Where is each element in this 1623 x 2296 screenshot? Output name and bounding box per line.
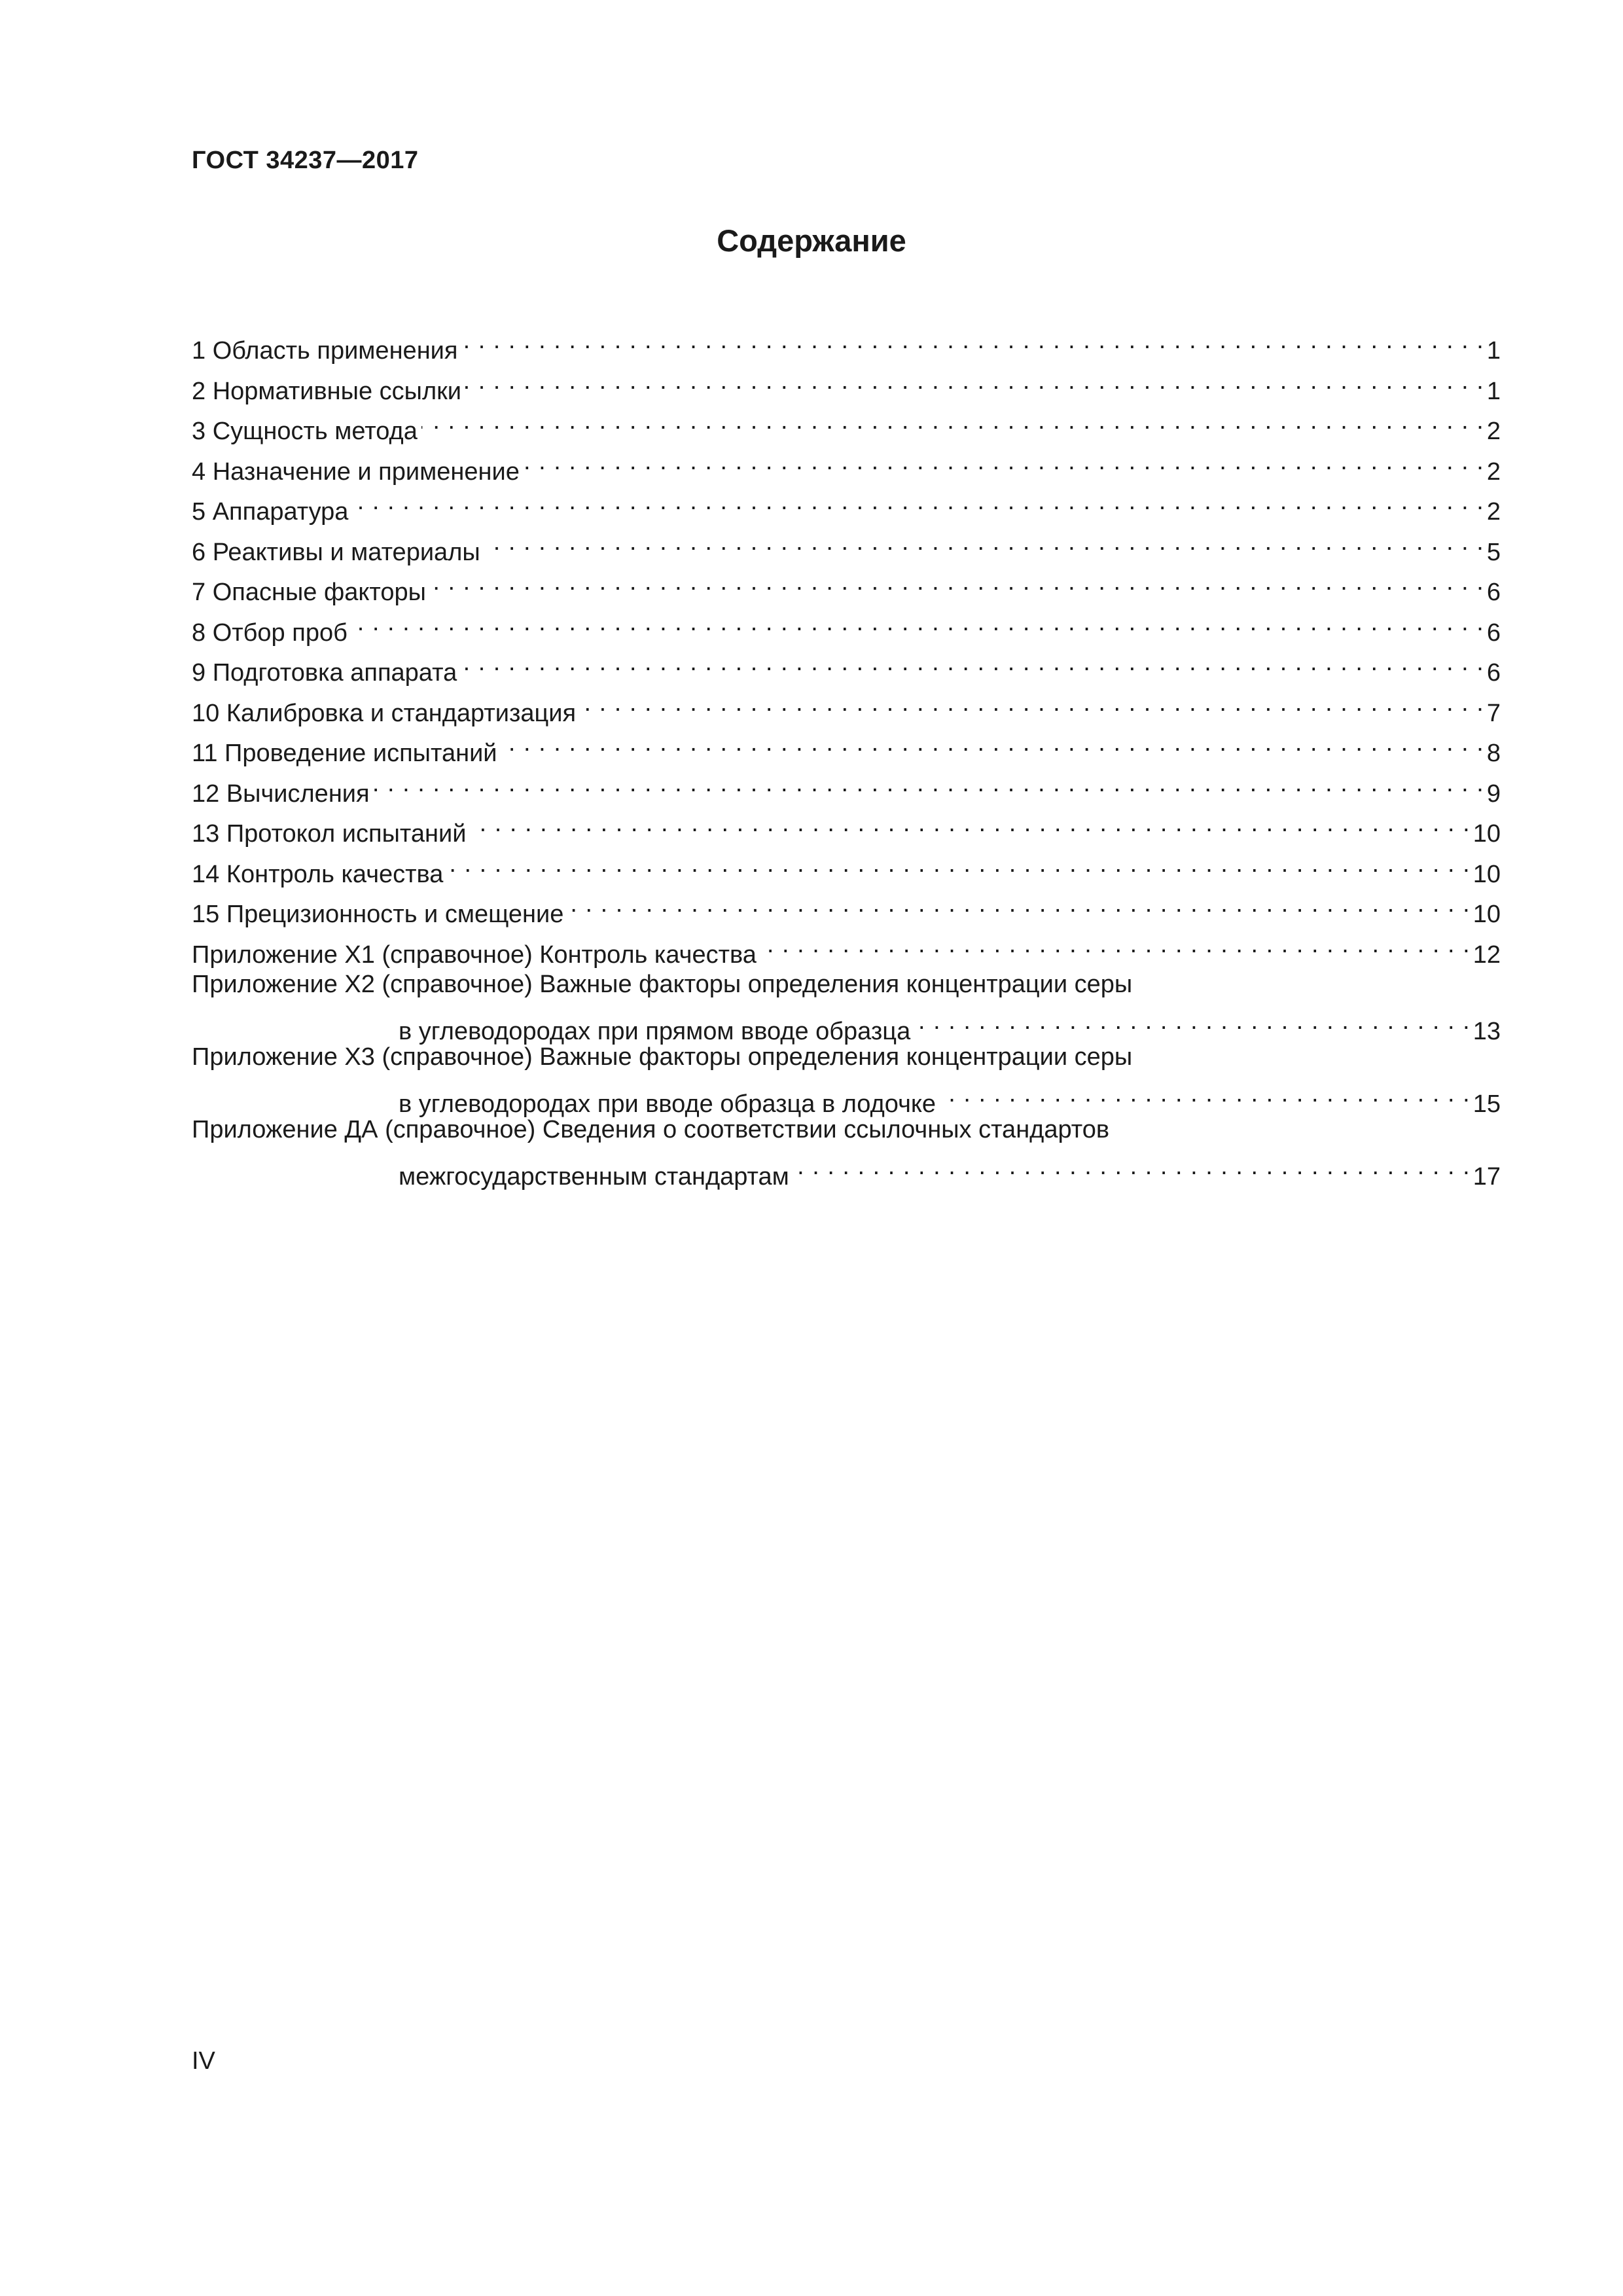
toc-entry-label: 13 Протокол испытаний [192,820,467,848]
toc-entry[interactable] [192,805,1501,846]
toc-entry-label: 6 Реактивы и материалы [192,538,480,566]
toc-entry-page: 17 [1472,1163,1501,1191]
toc-entry-label: 5 Аппаратура [192,498,349,526]
toc-entry-label: Приложение Х3 (справочное) Важные факторы определения концентрации серы [192,1043,1133,1071]
table-of-contents [192,322,1501,1191]
toc-entry-page: 10 [1472,820,1501,848]
document-standard-id: ГОСТ 34237—2017 [192,147,419,174]
dot-leader [940,1075,1471,1112]
toc-entry-appendix[interactable] [192,966,1501,1045]
toc-entry[interactable] [192,765,1501,806]
dot-leader [501,725,1484,761]
toc-entry-page: 12 [1472,941,1501,969]
toc-heading: Содержание [717,223,906,258]
dot-leader [465,363,1484,399]
toc-entry-continuation: в углеводородах при вводе образца в лодочке [399,1090,936,1118]
dot-leader [447,846,1470,882]
toc-entry[interactable] [192,604,1501,645]
toc-entry-page: 2 [1486,418,1501,445]
dot-leader [430,564,1484,600]
dot-leader [793,1148,1471,1185]
toc-entry-page: 10 [1472,901,1501,928]
toc-entry-label: 1 Область применения [192,337,458,365]
toc-entry-page: 1 [1486,337,1501,365]
toc-entry-page: 7 [1486,699,1501,727]
toc-entry-page: 9 [1486,780,1501,808]
dot-leader [484,524,1484,560]
toc-entry-label: 2 Нормативные ссылки [192,377,461,405]
toc-entry-label: 12 Вычисления [192,780,370,808]
toc-entry-label: 8 Отбор проб [192,619,348,647]
toc-entry-page: 1 [1486,377,1501,405]
toc-entry-page: 6 [1486,579,1501,606]
page-folio: IV [192,2047,215,2075]
toc-entry-label: 15 Прецизионность и смещение [192,901,564,928]
toc-entry-page: 10 [1472,860,1501,888]
dot-leader [470,805,1470,842]
toc-entry-label: 3 Сущность метода [192,418,418,445]
toc-entry-continuation: межгосударственным стандартам [399,1163,789,1191]
toc-entry-page: 8 [1486,740,1501,767]
toc-entry-label: 11 Проведение испытаний [192,740,497,767]
toc-entry-label: 7 Опасные факторы [192,579,426,606]
dot-leader [567,886,1470,922]
toc-entry-page: 6 [1486,659,1501,687]
toc-entry-page: 2 [1486,498,1501,526]
toc-entry-page: 2 [1486,457,1501,486]
toc-entry[interactable] [192,322,1501,363]
toc-entry-continuation: в углеводородах при прямом вводе образца [399,1018,911,1045]
toc-entry-page: 6 [1486,619,1501,647]
toc-entry-label: 9 Подготовка аппарата [192,659,457,687]
dot-leader [524,443,1484,480]
dot-leader [914,1003,1471,1039]
toc-entry-label: 10 Калибровка и стандартизация [192,699,577,727]
toc-entry-appendix[interactable] [192,1039,1501,1118]
dot-leader [351,604,1484,641]
toc-entry-page: 13 [1472,1018,1501,1045]
dot-leader [374,765,1484,802]
toc-entry-label: Приложение Х2 (справочное) Важные факторы определения концентрации серы [192,971,1133,998]
dot-leader [461,322,1484,359]
toc-entry-label: Приложение Х1 (справочное) Контроль качества [192,941,757,969]
toc-entry-page: 15 [1472,1090,1501,1118]
toc-entry-label: 14 Контроль качества [192,860,444,888]
dot-leader [421,403,1484,439]
toc-entry-label: 4 Назначение и применение [192,457,520,486]
dot-leader [461,644,1484,681]
toc-entry[interactable] [192,483,1501,524]
dot-leader [580,685,1484,721]
toc-entry-label: Приложение ДА (справочное) Сведения о соответствии ссылочных стандартов [192,1116,1110,1143]
dot-leader [760,926,1471,963]
toc-entry-appendix[interactable] [192,1111,1501,1191]
toc-entry[interactable] [192,524,1501,564]
toc-entry-page: 5 [1486,538,1501,566]
toc-entry[interactable] [192,644,1501,685]
dot-leader [352,483,1484,520]
